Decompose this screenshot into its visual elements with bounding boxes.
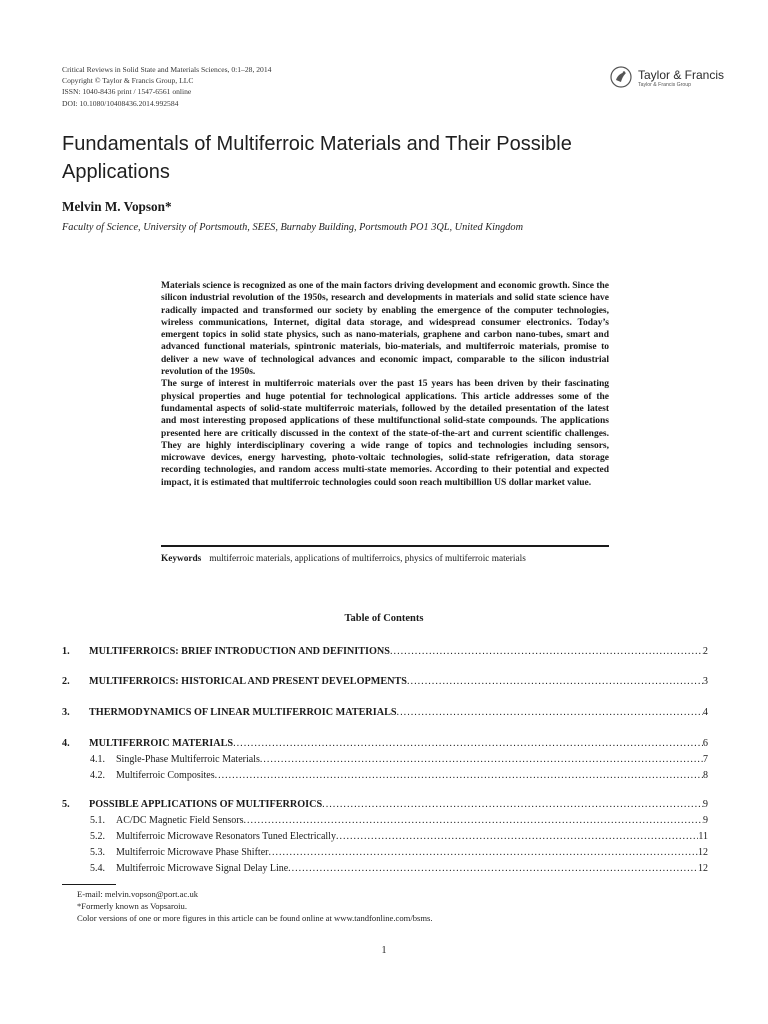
toc-entry-page: 12 — [698, 863, 708, 874]
abstract-paragraph-2: The surge of interest in multiferroic materials over the past 15 years has been driven by their fascinating physical properties and huge potential for technological applications. This article addresses some of the fundamental aspects of solid-state multiferroic materials, followed by the detailed presentation of the latest and most interesting proposed applications of these multifunctional solid-state compounds. The applications presented here are critically discussed in the context of the state-of-the-art and current scientific challenges. They are highly interdisciplinary covering a wide range of topics and technologies including sensors, microwave devices, energy harvesting, photo-voltaic technologies, solid-state refrigeration, data storage recording technologies, and random access multi-state memories. According to their potential and expected impact, it is estimated that multiferroic technologies could soon reach multibillion US dollar market value. — [161, 379, 609, 488]
toc-leader-dots — [397, 707, 703, 718]
toc-entry-4-2 — [90, 770, 708, 781]
toc-entry-title: POSSIBLE APPLICATIONS OF MULTIFERROICS — [89, 799, 323, 810]
toc-entry-number: 5.1. — [90, 815, 105, 826]
abstract-divider — [161, 545, 609, 547]
toc-entry-page: 9 — [702, 799, 708, 810]
toc-entry-title: Single-Phase Multiferroic Materials — [116, 754, 260, 765]
toc-leader-dots — [407, 676, 703, 687]
toc-entry-5 — [62, 799, 708, 810]
toc-entry-page: 12 — [698, 847, 708, 858]
footnote-color-versions: Color versions of one or more figures in this article can be found online at www.tandfonline.com/bsms. — [77, 913, 433, 923]
issn-line: ISSN: 1040-8436 print / 1547-6561 online — [62, 87, 192, 97]
toc-entry-title: Multiferroic Composites — [116, 770, 215, 781]
toc-entry-title: Multiferroic Microwave Phase Shifter — [116, 847, 269, 858]
toc-entry-2 — [62, 676, 708, 687]
toc-entry-5-3 — [90, 847, 708, 858]
toc-entry-4-1 — [90, 754, 708, 765]
footnote-divider — [62, 884, 116, 885]
toc-entry-number: 3. — [62, 707, 70, 718]
toc-entry-4 — [62, 738, 708, 749]
toc-entry-5-2 — [90, 831, 708, 842]
toc-entry-number: 2. — [62, 676, 70, 687]
footnotes — [77, 888, 433, 924]
toc-entry-title: AC/DC Magnetic Field Sensors — [116, 815, 244, 826]
toc-entry-title: Multiferroic Microwave Resonators Tuned Electrically — [116, 831, 336, 842]
author-name: Melvin M. Vopson* — [62, 199, 172, 214]
toc-entry-page: 7 — [703, 754, 708, 765]
doi-line: DOI: 10.1080/10408436.2014.992584 — [62, 98, 179, 108]
abstract-paragraph-1: Materials science is recognized as one of the main factors driving development and economic growth. Since the silicon industrial revolution of the 1950s, research and developments in materials and solid state science have radically impacted and transformed our society by enabling the emergence of the computer technologies, wireless communications, Internet, digital data storage, and widespread consumer electronics. Today’s emergent topics in solid state physics, such as nano-materials, graphene and carbon nano-tubes, smart and advanced functional materials, spintronic materials, bio-materials, and multiferroic materials, promise to deliver a new wave of technological advances and economic impact, comparable to the silicon industrial revolution of the 1950s. — [161, 281, 609, 378]
journal-metadata — [62, 64, 271, 109]
keywords-label: Keywords — [161, 554, 202, 564]
toc-entry-number: 4.1. — [90, 754, 105, 765]
toc-entry-number: 5. — [62, 799, 70, 810]
footnote-formerly: *Formerly known as Vopsaroiu. — [77, 901, 187, 911]
toc-entry-number: 4.2. — [90, 770, 105, 781]
toc-entry-title: MULTIFERROICS: HISTORICAL AND PRESENT DEVELOPMENTS — [89, 676, 407, 687]
toc-entry-page: 9 — [703, 815, 708, 826]
toc-entry-number: 1. — [62, 646, 70, 657]
toc-entry-page: 6 — [702, 738, 708, 749]
author-affiliation: Faculty of Science, University of Portsmouth, SEES, Burnaby Building, Portsmouth PO1 3QL, United Kingdom — [62, 222, 524, 233]
toc-leader-dots — [233, 738, 703, 749]
toc-entry-number: 4. — [62, 738, 70, 749]
toc-leader-dots — [215, 770, 703, 781]
keywords — [161, 554, 526, 564]
taylor-francis-logo-icon — [610, 66, 632, 88]
footnote-email: E-mail: melvin.vopson@port.ac.uk — [77, 889, 199, 899]
toc-entry-page: 4 — [702, 707, 708, 718]
toc-entry-title: Multiferroic Microwave Signal Delay Line — [116, 863, 289, 874]
toc-leader-dots — [260, 754, 703, 765]
toc-entry-number: 5.2. — [90, 831, 105, 842]
toc-leader-dots — [268, 847, 698, 858]
toc-entry-page: 11 — [698, 831, 708, 842]
toc-leader-dots — [244, 815, 704, 826]
toc-leader-dots — [288, 863, 698, 874]
copyright-line: Copyright © Taylor & Francis Group, LLC — [62, 76, 194, 86]
toc-entry-title: THERMODYNAMICS OF LINEAR MULTIFERROIC MATERIALS — [89, 707, 397, 718]
toc-entry-1 — [62, 646, 708, 657]
publisher-name: Taylor & Francis — [638, 68, 725, 82]
toc-entry-page: 8 — [703, 770, 708, 781]
publisher-logo — [610, 66, 725, 94]
toc-entry-number: 5.4. — [90, 863, 105, 874]
toc-entry-5-4 — [90, 863, 708, 874]
publisher-subname: Taylor & Francis Group — [638, 82, 692, 88]
toc-entry-page: 2 — [702, 646, 708, 657]
toc-entry-title: MULTIFERROIC MATERIALS — [89, 738, 234, 749]
toc-leader-dots — [336, 831, 698, 842]
toc-heading: Table of Contents — [344, 613, 424, 624]
toc-leader-dots — [322, 799, 703, 810]
toc-entry-5-1 — [90, 815, 708, 826]
toc-entry-page: 3 — [702, 676, 708, 687]
article-title: Fundamentals of Multiferroic Materials and Their Possible Applications — [62, 133, 572, 183]
toc-leader-dots — [390, 646, 703, 657]
journal-citation: Critical Reviews in Solid State and Materials Sciences, 0:1–28, 2014 — [62, 65, 272, 74]
page-number: 1 — [381, 945, 387, 956]
keywords-text: multiferroic materials, applications of multiferroics, physics of multiferroic materials — [209, 554, 526, 564]
toc-entry-title: MULTIFERROICS: BRIEF INTRODUCTION AND DEFINITIONS — [89, 646, 390, 657]
toc-entry-number: 5.3. — [90, 847, 105, 858]
toc-entry-3 — [62, 707, 708, 718]
abstract — [161, 280, 609, 489]
